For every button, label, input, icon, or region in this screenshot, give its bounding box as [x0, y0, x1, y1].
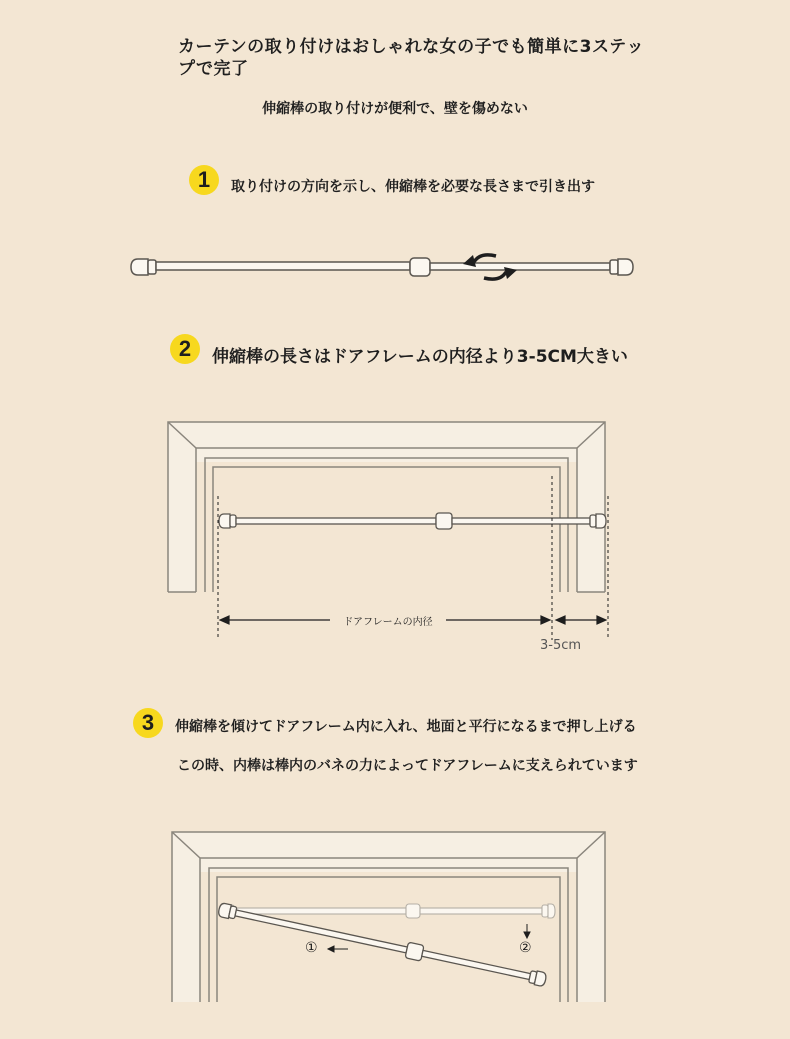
inner-diameter-label: ドアフレームの内径	[343, 617, 433, 628]
page-title: カーテンの取り付けはおしゃれな女の子でも簡単に3ステップで完了	[178, 37, 645, 79]
step-3-badge: 3	[133, 708, 163, 738]
marker-2: ②	[519, 940, 532, 956]
step-3-text: 伸縮棒を傾けてドアフレーム内に入れ、地面と平行になるまで押し上げる	[175, 719, 637, 735]
step-3-note: この時、内棒は棒内のバネの力によってドアフレームに支えられています	[177, 758, 638, 774]
step-1-badge: 1	[189, 165, 219, 195]
marker-1: ①	[305, 940, 318, 956]
step-1-text: 取り付けの方向を示し、伸縮棒を必要な長さまで引き出す	[231, 179, 595, 195]
extra-length-label: 3-5cm	[540, 638, 582, 653]
step-2-text: 伸縮棒の長さはドアフレームの内径より3-5CM大きい	[212, 347, 628, 367]
step-2-badge: 2	[170, 334, 200, 364]
page-subtitle: 伸縮棒の取り付けが便利で、壁を傷めない	[262, 101, 528, 117]
